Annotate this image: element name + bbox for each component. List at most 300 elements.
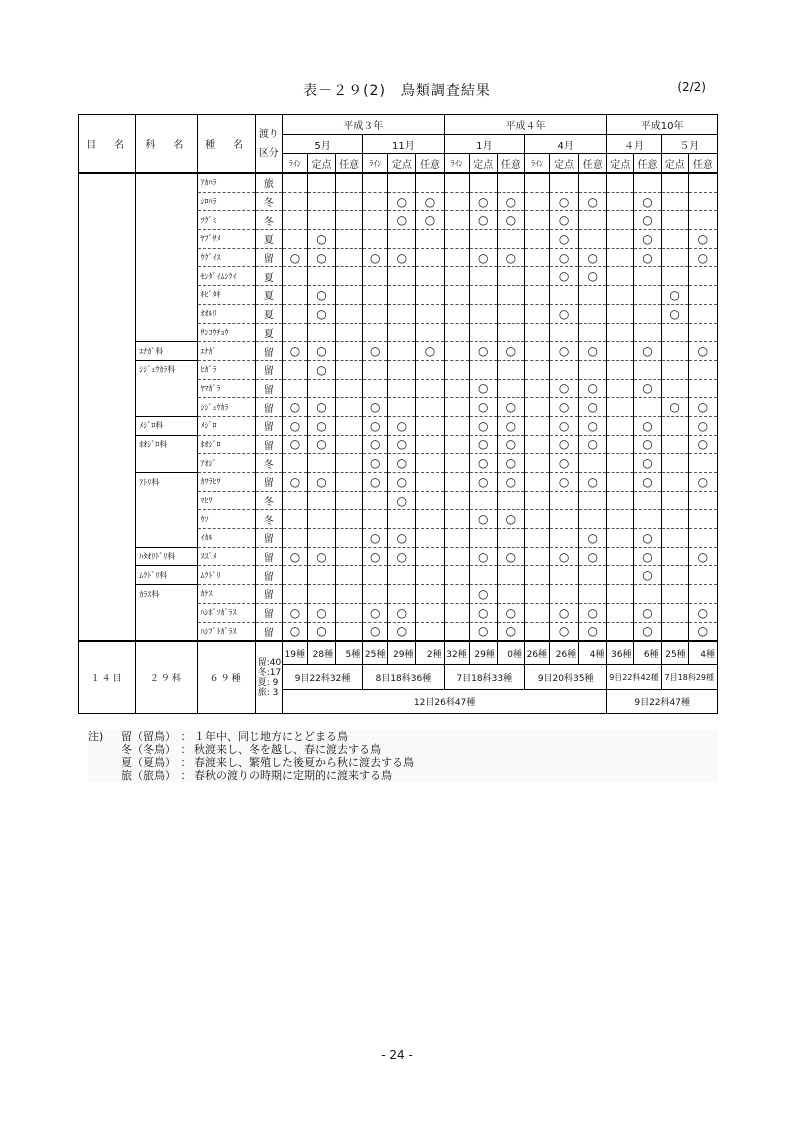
- month-total: 8目18科36種: [363, 665, 444, 690]
- record-mark: [336, 454, 363, 473]
- record-mark: [416, 416, 444, 435]
- record-mark: [607, 230, 634, 249]
- record-mark: ○: [497, 192, 524, 211]
- record-mark: [416, 622, 444, 641]
- page-title: 表－２９(2) 鳥類調査結果: [303, 83, 491, 99]
- total-families: ２９科: [136, 641, 197, 714]
- species-cell: ﾒｼﾞﾛ: [197, 416, 255, 435]
- record-mark: [336, 585, 363, 604]
- record-mark: [444, 286, 469, 305]
- record-mark: ○: [416, 211, 444, 230]
- record-mark: ○: [579, 547, 607, 566]
- record-mark: [688, 323, 717, 342]
- record-mark: [282, 566, 307, 585]
- record-mark: [607, 454, 634, 473]
- record-mark: [634, 267, 661, 286]
- period-total: 12目26科47種: [282, 690, 606, 714]
- record-mark: ○: [634, 603, 661, 622]
- table-row: [79, 416, 718, 435]
- migration-count: 旅: 3: [257, 687, 279, 698]
- record-mark: [444, 398, 469, 417]
- record-mark: [336, 398, 363, 417]
- table-row: [79, 603, 718, 622]
- record-mark: [579, 360, 607, 379]
- record-mark: [416, 173, 444, 192]
- record-mark: [444, 323, 469, 342]
- record-mark: ○: [550, 304, 579, 323]
- count-cell: 25種: [661, 641, 688, 665]
- record-mark: ○: [307, 342, 335, 361]
- record-mark: [336, 342, 363, 361]
- record-mark: [282, 211, 307, 230]
- note-term: 夏（夏鳥）: [121, 756, 176, 769]
- record-mark: ○: [634, 566, 661, 585]
- record-mark: [444, 547, 469, 566]
- record-mark: [388, 379, 416, 398]
- record-mark: ○: [282, 342, 307, 361]
- record-mark: [524, 286, 549, 305]
- record-mark: ○: [307, 398, 335, 417]
- record-mark: [634, 304, 661, 323]
- record-mark: [688, 173, 717, 192]
- record-mark: [524, 342, 549, 361]
- record-mark: [661, 416, 688, 435]
- record-mark: [336, 566, 363, 585]
- record-mark: [550, 529, 579, 548]
- record-mark: ○: [497, 622, 524, 641]
- record-mark: ○: [469, 435, 497, 454]
- record-mark: [336, 360, 363, 379]
- record-mark: [307, 454, 335, 473]
- record-mark: [524, 585, 549, 604]
- record-mark: [661, 473, 688, 492]
- record-mark: ○: [363, 622, 388, 641]
- record-mark: [688, 304, 717, 323]
- record-mark: [363, 379, 388, 398]
- record-mark: ○: [688, 230, 717, 249]
- record-mark: [497, 230, 524, 249]
- family-cell: [136, 529, 197, 548]
- record-mark: [416, 267, 444, 286]
- record-mark: [282, 286, 307, 305]
- bird-survey-table: [78, 114, 718, 714]
- table-row: [79, 529, 718, 548]
- record-mark: [661, 173, 688, 192]
- migration-cell: 留: [255, 416, 282, 435]
- total-species: ６９種: [197, 641, 255, 714]
- record-mark: [579, 211, 607, 230]
- year-header: 平成４年: [444, 115, 607, 135]
- record-mark: ○: [282, 248, 307, 267]
- family-cell: [136, 173, 197, 192]
- record-mark: [388, 286, 416, 305]
- record-mark: [661, 566, 688, 585]
- record-mark: ○: [307, 360, 335, 379]
- record-mark: [634, 398, 661, 417]
- migration-count: 冬:17: [257, 667, 282, 678]
- month-header: 1月: [444, 135, 524, 154]
- record-mark: [363, 267, 388, 286]
- record-mark: [388, 173, 416, 192]
- method-header: 定点: [607, 154, 634, 174]
- record-mark: [282, 230, 307, 249]
- migration-cell: 留: [255, 435, 282, 454]
- record-mark: [661, 547, 688, 566]
- record-mark: [282, 360, 307, 379]
- table-row: [79, 267, 718, 286]
- family-cell: ﾑｸﾄﾞﾘ科: [136, 566, 197, 585]
- record-mark: [579, 286, 607, 305]
- record-mark: [634, 510, 661, 529]
- record-mark: [282, 267, 307, 286]
- record-mark: [416, 398, 444, 417]
- table-row: [79, 304, 718, 323]
- record-mark: [688, 510, 717, 529]
- table-row: [79, 435, 718, 454]
- record-mark: ○: [388, 547, 416, 566]
- record-mark: [469, 566, 497, 585]
- species-cell: ｱｵｼﾞ: [197, 454, 255, 473]
- record-mark: [634, 491, 661, 510]
- record-mark: [607, 416, 634, 435]
- note-row: 夏（夏鳥） ： 春渡来し、繁殖した後夏から秋に渡去する鳥: [88, 756, 718, 769]
- record-mark: [444, 529, 469, 548]
- record-mark: ○: [416, 192, 444, 211]
- record-mark: [497, 286, 524, 305]
- record-mark: [282, 379, 307, 398]
- species-cell: ﾋｶﾞﾗ: [197, 360, 255, 379]
- record-mark: ○: [282, 547, 307, 566]
- record-mark: [607, 248, 634, 267]
- species-cell: ｽｽﾞﾒ: [197, 547, 255, 566]
- record-mark: [388, 304, 416, 323]
- record-mark: [607, 304, 634, 323]
- record-mark: ○: [579, 603, 607, 622]
- record-mark: [607, 529, 634, 548]
- species-cell: ｼﾛﾊﾗ: [197, 192, 255, 211]
- record-mark: ○: [497, 435, 524, 454]
- record-mark: ○: [307, 230, 335, 249]
- record-mark: [388, 566, 416, 585]
- record-mark: [336, 622, 363, 641]
- record-mark: ○: [363, 342, 388, 361]
- family-cell: [136, 248, 197, 267]
- species-cell: ｲｶﾙ: [197, 529, 255, 548]
- record-mark: [307, 566, 335, 585]
- record-mark: [363, 192, 388, 211]
- record-mark: ○: [634, 454, 661, 473]
- record-mark: [661, 510, 688, 529]
- month-total: 9目22科42種: [607, 665, 661, 690]
- record-mark: [497, 267, 524, 286]
- record-mark: [469, 230, 497, 249]
- record-mark: ○: [282, 398, 307, 417]
- record-mark: ○: [363, 248, 388, 267]
- method-header: 任意: [336, 154, 363, 174]
- record-mark: [416, 566, 444, 585]
- record-mark: [336, 510, 363, 529]
- record-mark: ○: [634, 547, 661, 566]
- table-row: [79, 473, 718, 492]
- migration-header: 渡り区分: [255, 115, 282, 174]
- record-mark: [688, 491, 717, 510]
- record-mark: [524, 510, 549, 529]
- note-desc: １年中、同じ地方にとどまる鳥: [194, 730, 348, 743]
- record-mark: [282, 510, 307, 529]
- method-header: 定点: [307, 154, 335, 174]
- method-header: 任意: [497, 154, 524, 174]
- record-mark: ○: [469, 547, 497, 566]
- record-mark: [444, 173, 469, 192]
- record-mark: [363, 304, 388, 323]
- record-mark: [363, 585, 388, 604]
- record-mark: [634, 360, 661, 379]
- record-mark: [416, 547, 444, 566]
- record-mark: [444, 304, 469, 323]
- migration-cell: 夏: [255, 267, 282, 286]
- record-mark: ○: [688, 622, 717, 641]
- record-mark: ○: [469, 248, 497, 267]
- record-mark: [607, 192, 634, 211]
- record-mark: [661, 230, 688, 249]
- record-mark: [579, 566, 607, 585]
- record-mark: [607, 323, 634, 342]
- record-mark: [634, 585, 661, 604]
- count-cell: 29種: [469, 641, 497, 665]
- record-mark: ○: [497, 398, 524, 417]
- record-mark: [307, 173, 335, 192]
- record-mark: ○: [550, 248, 579, 267]
- record-mark: [469, 267, 497, 286]
- record-mark: ○: [634, 622, 661, 641]
- record-mark: [579, 454, 607, 473]
- record-mark: [607, 491, 634, 510]
- month-total: 7目18科29種: [661, 665, 717, 690]
- species-cell: ﾏﾋﾜ: [197, 491, 255, 510]
- record-mark: ○: [497, 342, 524, 361]
- record-mark: ○: [497, 603, 524, 622]
- record-mark: [363, 173, 388, 192]
- table-row: [79, 379, 718, 398]
- record-mark: ○: [469, 585, 497, 604]
- record-mark: [363, 323, 388, 342]
- record-mark: ○: [497, 510, 524, 529]
- record-mark: [336, 323, 363, 342]
- note-desc: 春秋の渡りの時期に定期的に渡来する鳥: [194, 769, 392, 782]
- record-mark: [282, 585, 307, 604]
- record-mark: [469, 360, 497, 379]
- species-cell: ｴﾅｶﾞ: [197, 342, 255, 361]
- record-mark: [282, 173, 307, 192]
- record-mark: [524, 473, 549, 492]
- species-header: 種 名: [197, 115, 255, 174]
- record-mark: [336, 603, 363, 622]
- count-cell: 0種: [497, 641, 524, 665]
- record-mark: [550, 566, 579, 585]
- record-mark: ○: [579, 379, 607, 398]
- record-mark: [524, 211, 549, 230]
- record-mark: [524, 435, 549, 454]
- species-cell: ｳｿ: [197, 510, 255, 529]
- family-cell: [136, 211, 197, 230]
- record-mark: [444, 566, 469, 585]
- migration-cell: 冬: [255, 454, 282, 473]
- record-mark: [524, 398, 549, 417]
- species-cell: ｷﾋﾞﾀｷ: [197, 286, 255, 305]
- species-cell: ｱｶﾊﾗ: [197, 173, 255, 192]
- record-mark: [688, 286, 717, 305]
- record-mark: [416, 379, 444, 398]
- record-mark: [607, 585, 634, 604]
- species-cell: ｶﾜﾗﾋﾜ: [197, 473, 255, 492]
- record-mark: ○: [388, 622, 416, 641]
- record-mark: ○: [579, 622, 607, 641]
- count-cell: 19種: [282, 641, 307, 665]
- record-mark: [363, 230, 388, 249]
- record-mark: [497, 529, 524, 548]
- record-mark: [416, 304, 444, 323]
- record-mark: ○: [363, 529, 388, 548]
- record-mark: ○: [469, 622, 497, 641]
- order-cell: [79, 173, 136, 641]
- month-header: ５月: [661, 135, 717, 154]
- record-mark: [282, 323, 307, 342]
- record-mark: ○: [469, 473, 497, 492]
- record-mark: [336, 230, 363, 249]
- record-mark: ○: [634, 342, 661, 361]
- record-mark: [661, 360, 688, 379]
- family-cell: [136, 622, 197, 641]
- record-mark: [497, 379, 524, 398]
- record-mark: ○: [388, 248, 416, 267]
- record-mark: [661, 585, 688, 604]
- record-mark: ○: [388, 211, 416, 230]
- migration-cell: 留: [255, 360, 282, 379]
- record-mark: ○: [282, 435, 307, 454]
- record-mark: ○: [363, 416, 388, 435]
- record-mark: [607, 622, 634, 641]
- record-mark: ○: [497, 248, 524, 267]
- record-mark: [307, 529, 335, 548]
- record-mark: [416, 454, 444, 473]
- record-mark: [307, 379, 335, 398]
- record-mark: ○: [388, 454, 416, 473]
- record-mark: [688, 379, 717, 398]
- record-mark: [363, 360, 388, 379]
- record-mark: [444, 248, 469, 267]
- record-mark: [607, 473, 634, 492]
- record-mark: [497, 585, 524, 604]
- page-indicator: (2/2): [677, 80, 706, 94]
- table-row: [79, 192, 718, 211]
- record-mark: [363, 566, 388, 585]
- record-mark: [524, 603, 549, 622]
- record-mark: ○: [388, 603, 416, 622]
- migration-cell: 留: [255, 529, 282, 548]
- record-mark: [416, 491, 444, 510]
- method-header: 定点: [661, 154, 688, 174]
- count-cell: 2種: [416, 641, 444, 665]
- record-mark: [388, 267, 416, 286]
- record-mark: ○: [388, 192, 416, 211]
- family-cell: ﾎｵｼﾞﾛ科: [136, 435, 197, 454]
- record-mark: [607, 435, 634, 454]
- method-header: 定点: [469, 154, 497, 174]
- record-mark: [336, 211, 363, 230]
- record-mark: [444, 267, 469, 286]
- record-mark: ○: [388, 491, 416, 510]
- record-mark: ○: [307, 547, 335, 566]
- record-mark: [524, 173, 549, 192]
- record-mark: [444, 230, 469, 249]
- species-cell: ﾊｼﾎﾞｿｶﾞﾗｽ: [197, 603, 255, 622]
- family-cell: ｱﾄﾘ科: [136, 473, 197, 492]
- record-mark: ○: [634, 435, 661, 454]
- record-mark: [661, 248, 688, 267]
- method-header: 任意: [579, 154, 607, 174]
- record-mark: ○: [688, 603, 717, 622]
- period-total: 9目22科47種: [607, 690, 718, 714]
- record-mark: ○: [363, 435, 388, 454]
- family-cell: [136, 267, 197, 286]
- record-mark: [336, 416, 363, 435]
- record-mark: [282, 529, 307, 548]
- record-mark: [550, 585, 579, 604]
- record-mark: [579, 323, 607, 342]
- table-row: [79, 230, 718, 249]
- record-mark: [497, 491, 524, 510]
- family-cell: [136, 304, 197, 323]
- species-cell: ｼｼﾞｭｳｶﾗ: [197, 398, 255, 417]
- count-cell: 25種: [363, 641, 388, 665]
- month-header: 11月: [363, 135, 444, 154]
- record-mark: ○: [550, 211, 579, 230]
- note-term: 旅（旅鳥）: [121, 769, 176, 782]
- record-mark: [688, 211, 717, 230]
- record-mark: [416, 230, 444, 249]
- record-mark: [579, 491, 607, 510]
- record-mark: ○: [497, 211, 524, 230]
- record-mark: ○: [307, 416, 335, 435]
- record-mark: [524, 491, 549, 510]
- note-row: 旅（旅鳥） ： 春秋の渡りの時期に定期的に渡来する鳥: [88, 769, 718, 782]
- record-mark: [336, 304, 363, 323]
- record-mark: [282, 454, 307, 473]
- record-mark: ○: [282, 603, 307, 622]
- record-mark: ○: [497, 547, 524, 566]
- record-mark: ○: [661, 304, 688, 323]
- record-mark: ○: [469, 398, 497, 417]
- record-mark: [688, 566, 717, 585]
- migration-cell: 夏: [255, 286, 282, 305]
- record-mark: [363, 491, 388, 510]
- record-mark: ○: [363, 454, 388, 473]
- family-cell: ｶﾗｽ科: [136, 585, 197, 604]
- record-mark: [469, 304, 497, 323]
- record-mark: ○: [307, 603, 335, 622]
- record-mark: [416, 248, 444, 267]
- record-mark: [363, 510, 388, 529]
- record-mark: ○: [497, 416, 524, 435]
- count-cell: 26種: [550, 641, 579, 665]
- record-mark: ○: [388, 416, 416, 435]
- record-mark: [634, 323, 661, 342]
- record-mark: [524, 360, 549, 379]
- record-mark: [524, 267, 549, 286]
- record-mark: [688, 585, 717, 604]
- note-term: 冬（冬鳥）: [121, 743, 176, 756]
- migration-cell: 夏: [255, 304, 282, 323]
